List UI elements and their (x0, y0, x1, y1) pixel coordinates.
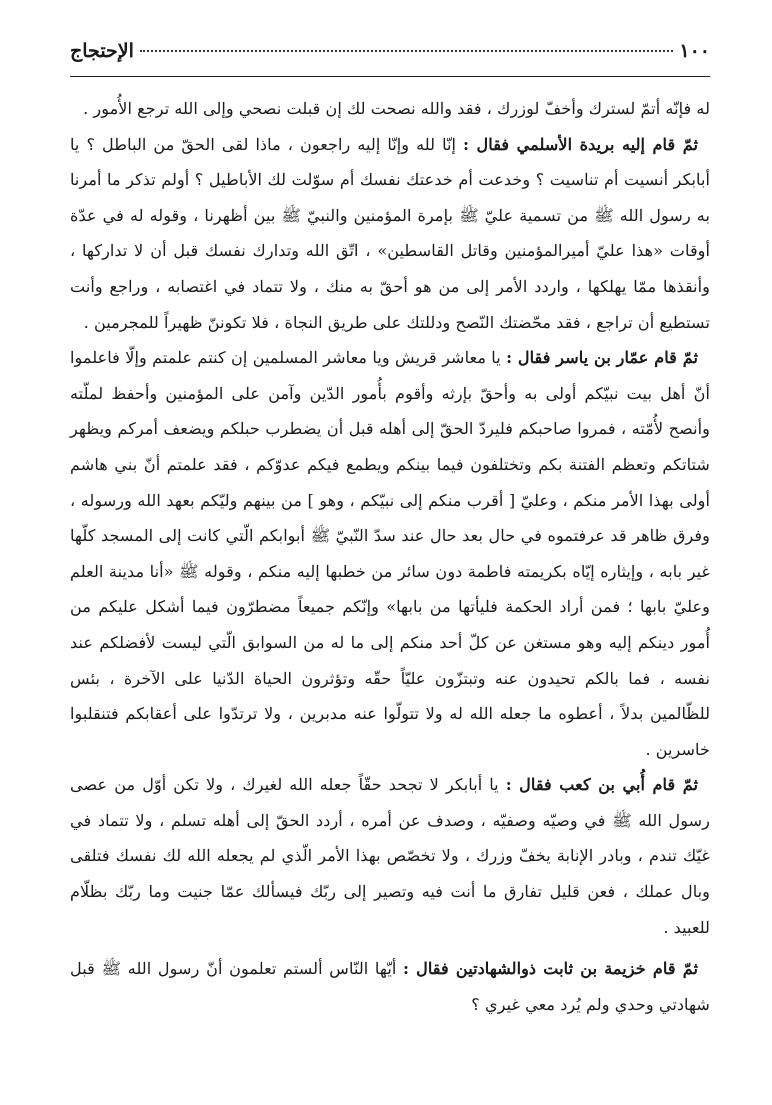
page-body (70, 91, 710, 1022)
book-page (70, 40, 710, 1070)
paragraph (70, 951, 710, 1022)
paragraph (70, 340, 710, 767)
header-dot-leader (140, 50, 673, 52)
paragraph-text: أيّها النّاس ألستم تعلمون أنّ رسول الله ﷺ قبل شهادتي وحدي ولم يُرد معي غيري ؟ (70, 959, 710, 1014)
speaker-intro: ثمّ قام خزيمة بن ثابت ذوالشهادتين فقال : (402, 959, 698, 979)
book-title: الإحتجاج (70, 40, 134, 62)
speaker-intro: ثمّ قام أُبي بن كعب فقال : (505, 775, 698, 795)
header-rule (70, 76, 710, 77)
paragraph-text: يا أبابكر لا تجحد حقّاً جعله الله لغيرك ، ولا تكن أوّل من عصى رسول الله ﷺ في وصيّه وصفيّه ، وصدف عن أمره ، أردد الحقّ إلى أهله تسلم ، ولا تتماد في غيّك تندم ، وبادر الإنابة يخفّ وزرك ، ولا تخصّص بهذا الأمر الّذي لم يجعله الله لك نفسك فتلقى وبال عملك ، فعن قليل تفارق ما أنت فيه وتصير إلى ربّك فيسألك عمّا جنيت وما ربّك بظلّام للعبيد . (70, 775, 710, 937)
speaker-intro: ثمّ قام عمّار بن ياسر فقال : (506, 348, 698, 368)
running-header (70, 40, 710, 74)
paragraph (70, 127, 710, 341)
paragraph-text: إنّا لله وإنّا إليه راجعون ، ماذا لقى الحقّ من الباطل ؟ يا أبابكر أنسيت أم تناسيت ؟ وخدعت أم خدعتك نفسك أم سوّلت لك الأباطيل ؟ أولم تذكر ما أمرنا به رسول الله ﷺ من تسمية عليّ ﷺ بإمرة المؤمنين والنبيّ ﷺ بين أظهرنا ، وقوله له في عدّة أوقات «هذا عليّ أميرالمؤمنين وقاتل القاسطين» ، اتّق الله وتدارك نفسك قبل أن لا تداركها ، وأنقذها ممّا يهلكها ، واردد الأمر إلى من هو أحقّ به منك ، ولا تتماد في اغتصابه ، وراجع وأنت تستطيع أن تراجع ، فقد محّضتك النّصح ودللتك على طريق النجاة ، فلا تكوننّ ظهيراً للمجرمين . (70, 134, 710, 332)
paragraph (70, 767, 710, 945)
paragraph-text: له فإنّه أتمّ لسترك وأخفّ لوزرك ، فقد والله نصحت لك إن قبلت نصحي وإلى الله ترجع الأُمور . (83, 99, 710, 118)
page-number: ١٠٠ (679, 40, 710, 62)
paragraph (70, 91, 710, 127)
speaker-intro: ثمّ قام إليه بريدة الأسلمي فقال : (463, 134, 699, 154)
paragraph-text: يا معاشر قريش ويا معاشر المسلمين إن كنتم علمتم وإلّا فاعلموا أنّ أهل بيت نبيّكم أولى به وأحقّ بإرثه وأقوم بأُمور الدّين وآمن على المؤمنين وأحفظ لملّته وأنصح لأُمّته ، فمروا صاحبكم فليردّ الحقّ إلى أهله قبل أن يضطرب حبلكم ويضعف أمركم ويظهر شتاتكم وتعظم الفتنة بكم وتختلفون فيما بينكم ويطمع فيكم عدوّكم ، فقد علمتم أنّ بني هاشم أولى بهذا الأمر منكم ، وعليّ [ أقرب منكم إلى نبيّكم ، وهو ] من بينهم وليّكم بعهد الله ورسوله ، وفرق ظاهر قد عرفتموه في حال بعد حال عند سدّ النّبيّ ﷺ أبوابكم الّتي كانت إلى المسجد كلّها غير بابه ، وإيثاره إيّاه بكريمته فاطمة دون سائر من خطبها إليه منكم ، وقوله ﷺ «أنا مدينة العلم وعليّ بابها ؛ فمن أراد الحكمة فليأتها من بابها» وإنّكم جميعاً مضطرّون فيما أشكل عليكم من أُمور دينكم إليه وهو مستغن عن كلّ أحد منكم إلى ما له من السوابق الّتي ليست لأفضلكم عند نفسه ، فما بالكم تحيدون عنه وتبتزّون عليّاً حقّه وتؤثرون الحياة الدّنيا على الآخرة ، بئس للظّالمين بدلاً ، أعطوه ما جعله الله له ولا تتولّوا عنه مدبرين ، ولا ترتدّوا على أعقابكم فتنقلبوا خاسرين . (70, 348, 710, 759)
